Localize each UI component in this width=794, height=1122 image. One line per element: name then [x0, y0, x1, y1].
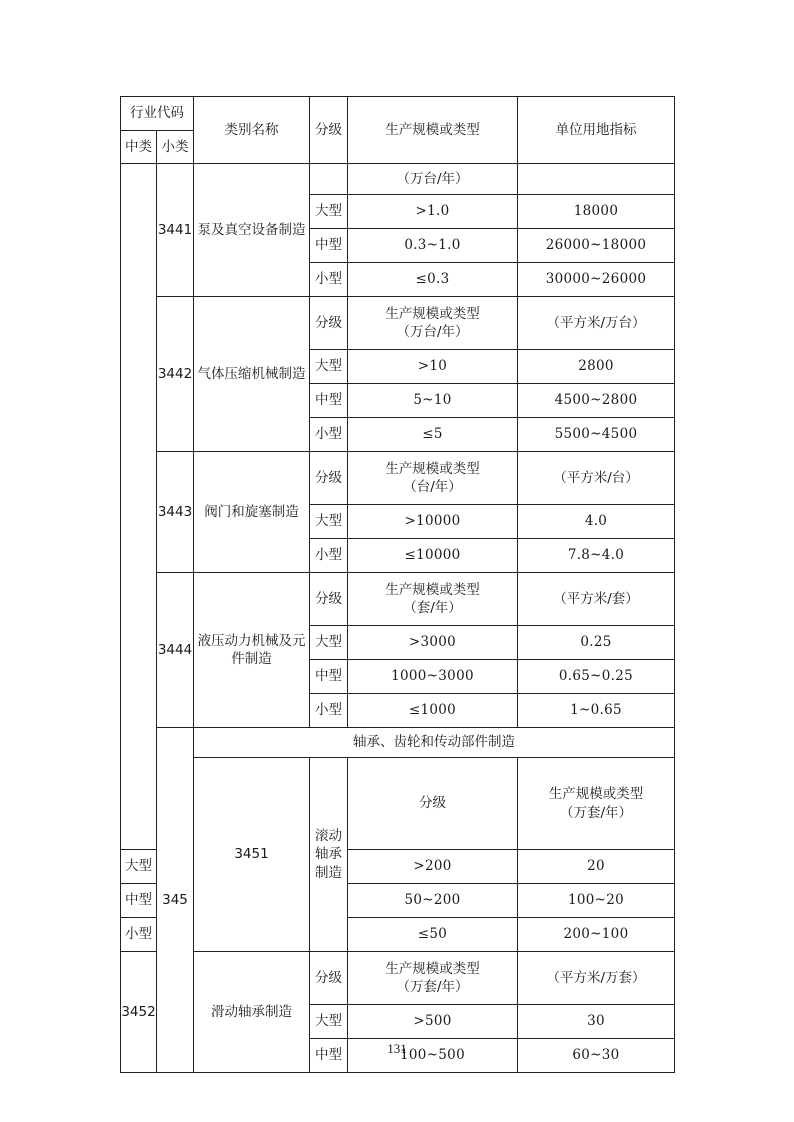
scale-cell: 50~200	[348, 884, 518, 918]
category-name: 滚动轴承制造	[310, 758, 348, 952]
scale-header: 生产规模或类型 （万套/年）	[348, 952, 518, 1005]
header-grade: 分级	[310, 97, 348, 164]
grade-cell: 大型	[310, 505, 348, 539]
scale-cell: >10	[348, 350, 518, 384]
category-name: 阀门和旋塞制造	[194, 452, 310, 573]
grade-header: 分级	[348, 758, 518, 850]
sub-class-code: 3441	[157, 164, 194, 297]
grade-cell: 大型	[310, 626, 348, 660]
scale-header: 生产规模或类型 （套/年）	[348, 573, 518, 626]
scale-header: 生产规模或类型 （万台/年）	[348, 297, 518, 350]
index-cell: 60~30	[518, 1039, 675, 1073]
scale-cell: 0.3~1.0	[348, 229, 518, 263]
mid-class-code: 345	[157, 728, 194, 1073]
grade-cell: 大型	[121, 850, 157, 884]
section-title: 轴承、齿轮和传动部件制造	[194, 728, 675, 758]
scale-cell: >200	[348, 850, 518, 884]
index-cell: 18000	[518, 195, 675, 229]
category-name: 泵及真空设备制造	[194, 164, 310, 297]
unit-index: （平方米/套）	[518, 573, 675, 626]
category-name: 液压动力机械及元件制造	[194, 573, 310, 728]
index-cell: 0.25	[518, 626, 675, 660]
header-industry-code: 行业代码	[121, 97, 194, 131]
grade-cell: 小型	[310, 694, 348, 728]
scale-cell: >1.0	[348, 195, 518, 229]
index-cell: 2800	[518, 350, 675, 384]
unit-index: （平方米/万套）	[518, 952, 675, 1005]
grade-cell: 中型	[310, 229, 348, 263]
land-use-index-table	[120, 96, 675, 1073]
index-cell: 0.65~0.25	[518, 660, 675, 694]
scale-cell: 5~10	[348, 384, 518, 418]
index-cell: 5500~4500	[518, 418, 675, 452]
grade-header: 分级	[310, 297, 348, 350]
scale-cell: ≤5	[348, 418, 518, 452]
grade-header: 分级	[310, 452, 348, 505]
sub-class-code: 3452	[121, 952, 157, 1073]
grade-cell	[310, 164, 348, 195]
grade-cell: 中型	[310, 384, 348, 418]
table-row	[121, 758, 675, 850]
unit-index: （平方米/台）	[518, 452, 675, 505]
unit-index	[518, 164, 675, 195]
sub-class-code: 3444	[157, 573, 194, 728]
grade-cell: 大型	[310, 350, 348, 384]
header-category-name: 类别名称	[194, 97, 310, 164]
grade-header: 分级	[310, 573, 348, 626]
scale-cell: >500	[348, 1005, 518, 1039]
index-cell: 200~100	[518, 918, 675, 952]
table-row	[121, 452, 675, 505]
table-row	[121, 297, 675, 350]
scale-cell: ≤50	[348, 918, 518, 952]
scale-cell: ≤1000	[348, 694, 518, 728]
index-cell: 30	[518, 1005, 675, 1039]
grade-cell: 小型	[310, 539, 348, 573]
scale-header: 生产规模或类型 （万套/年）	[518, 758, 675, 850]
scale-cell: 100~500	[348, 1039, 518, 1073]
grade-cell: 小型	[310, 263, 348, 297]
index-cell: 1~0.65	[518, 694, 675, 728]
table-row	[121, 164, 675, 195]
header-scale-type: 生产规模或类型	[348, 97, 518, 164]
header-row	[121, 97, 675, 131]
category-name: 气体压缩机械制造	[194, 297, 310, 452]
grade-header: 分级	[310, 952, 348, 1005]
index-cell: 4500~2800	[518, 384, 675, 418]
scale-header: 生产规模或类型 （台/年）	[348, 452, 518, 505]
header-sub-class: 小类	[157, 131, 194, 164]
scale-cell: 1000~3000	[348, 660, 518, 694]
sub-class-code: 3442	[157, 297, 194, 452]
grade-cell: 中型	[310, 1039, 348, 1073]
header-mid-class: 中类	[121, 131, 157, 164]
grade-cell: 小型	[121, 918, 157, 952]
scale-cell: >3000	[348, 626, 518, 660]
header-land-index: 单位用地指标	[518, 97, 675, 164]
table-row	[121, 728, 675, 758]
sub-class-code: 3443	[157, 452, 194, 573]
grade-cell: 小型	[310, 418, 348, 452]
scale-cell: >10000	[348, 505, 518, 539]
unit-scale: （万台/年）	[348, 164, 518, 195]
sub-class-code: 3451	[194, 758, 310, 952]
table-row	[121, 952, 675, 1005]
category-name: 滑动轴承制造	[194, 952, 310, 1073]
scale-cell: ≤0.3	[348, 263, 518, 297]
unit-index: （平方米/万台）	[518, 297, 675, 350]
grade-cell: 大型	[310, 195, 348, 229]
table-row	[121, 573, 675, 626]
index-cell: 26000~18000	[518, 229, 675, 263]
grade-cell: 大型	[310, 1005, 348, 1039]
page-number: 131	[387, 1041, 407, 1056]
index-cell: 100~20	[518, 884, 675, 918]
index-cell: 4.0	[518, 505, 675, 539]
index-cell: 20	[518, 850, 675, 884]
mid-class-cell	[121, 164, 157, 850]
scale-cell: ≤10000	[348, 539, 518, 573]
index-cell: 30000~26000	[518, 263, 675, 297]
grade-cell: 中型	[121, 884, 157, 918]
index-cell: 7.8~4.0	[518, 539, 675, 573]
grade-cell: 中型	[310, 660, 348, 694]
